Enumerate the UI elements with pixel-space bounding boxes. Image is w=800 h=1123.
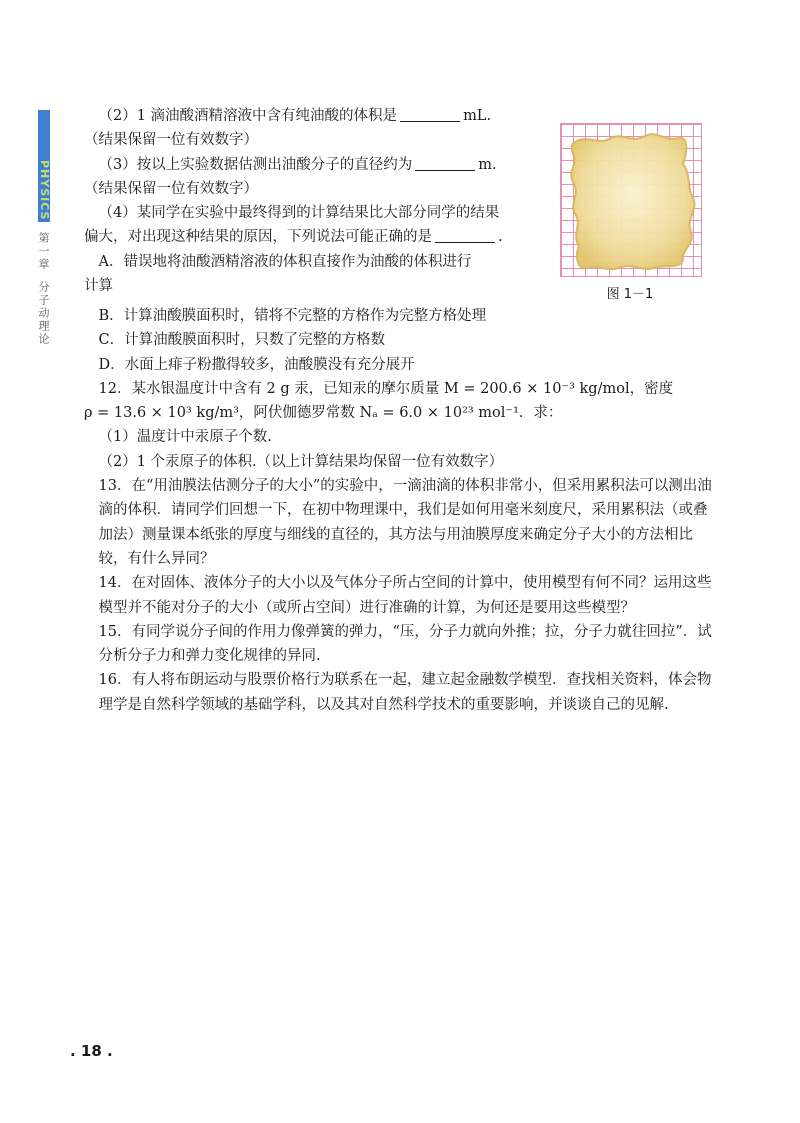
question-16: 16．有人将布朗运动与股票价格行为联系在一起，建立起金融数学模型．查找相关资料，体会物理学是自然科学领域的基础学科，以及其对自然科学技术的重要影响，并谈谈自己的见解.: [98, 672, 712, 713]
lower-questions: [84, 304, 714, 717]
figure-caption: 图 1－1: [606, 287, 654, 302]
question-2-note: （结果保留一位有效数字）: [84, 132, 258, 149]
option-b: B．计算油酸膜面积时，错将不完整的方格作为完整方格处理: [98, 308, 487, 324]
question-12-part1: （1）温度计中汞原子个数.: [98, 429, 272, 446]
option-c: C．计算油酸膜面积时，只数了完整的方格数: [98, 332, 386, 349]
question-13: 13．在“用油膜法估测分子的大小”的实验中，一滴油滴的体积非常小，但采用累积法可以测出油滴的体积．请同学们回想一下，在初中物理课中，我们是如何用毫米刻度尺，采用累积法（或叠加法）测量课本纸张的厚度与细线的直径的，其方法与用油膜厚度来确定分子大小的方法相比较，有什么异同？: [98, 478, 712, 567]
chapter-label: [37, 232, 51, 346]
question-3: （3）按以上实验数据估测出油酸分子的直径约为 m.: [98, 156, 497, 173]
question-12-line2: ρ = 13.6 × 10³ kg/m³，阿伏伽德罗常数 Nₐ = 6.0 × 10²³ mol⁻¹．求：: [84, 405, 563, 422]
question-4-line2: 偏大，对出现这种结果的原因，下列说法可能正确的是 .: [84, 229, 503, 246]
option-a-line2: 计算: [84, 278, 113, 295]
oil-film-shape: [561, 124, 701, 276]
answer-blank: [415, 156, 475, 171]
answer-blank: [400, 107, 460, 122]
chapter-number: 第一章: [37, 232, 50, 271]
page-number: . 18 .: [70, 1042, 113, 1060]
option-a-line1: A．错误地将油酸酒精溶液的体积直接作为油酸的体积进行: [98, 253, 472, 270]
question-4-line1: （4）某同学在实验中最终得到的计算结果比大部分同学的结果: [98, 205, 500, 222]
upper-questions: [84, 104, 554, 298]
question-12-line1: 12．某水银温度计中含有 2 g 汞，已知汞的摩尔质量 M = 200.6 × 10⁻³ kg/mol，密度: [98, 380, 674, 397]
physics-label: PHYSICS: [38, 159, 51, 221]
chapter-title: 分子动理论: [37, 281, 50, 346]
question-14: 14．在对固体、液体分子的大小以及气体分子所占空间的计算中，使用模型有何不同？运用这些模型并不能对分子的大小（或所占空间）进行准确的计算，为何还是要用这些模型？: [98, 575, 712, 616]
question-2: （2）1 滴油酸酒精溶液中含有纯油酸的体积是 mL.: [98, 108, 492, 124]
question-3-note: （结果保留一位有效数字）: [84, 180, 258, 197]
option-d: D．水面上痱子粉撒得较多，油酸膜没有充分展开: [98, 356, 415, 373]
question-12-part2: （2）1 个汞原子的体积.（以上计算结果均保留一位有效数字）: [98, 453, 504, 470]
answer-blank: [435, 228, 495, 243]
oil-film-figure: [560, 123, 702, 277]
question-15: 15．有同学说分子间的作用力像弹簧的弹力，“压，分子力就向外推；拉，分子力就往回拉”．试分析分子力和弹力变化规律的异同.: [98, 623, 712, 665]
